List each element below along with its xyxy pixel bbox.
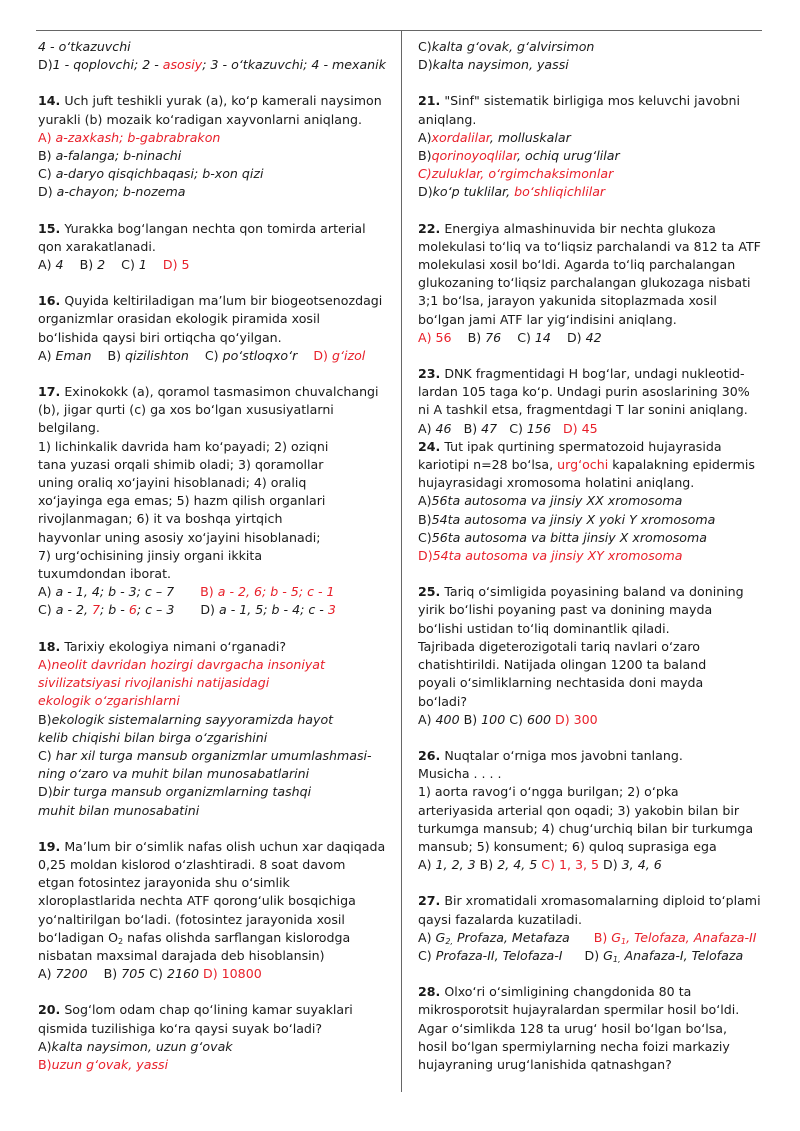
question-27: 27. Bir xromatidali xromasomalarning diploid to‘plami qaysi fazalarda kuzatiladi. A) $G_{2,}$ Profaza, Metafaza B) $G_1$, Telofaza, Anafaza-II C) Profaza-II, Telofaza-I D) $G_{1,}$ Anafaza-I, Telofaza [418, 892, 766, 965]
option-c[interactable]: C)zuluklar, o‘rgimchaksimonlar [418, 166, 614, 182]
option-d[interactable]: D) a - 1, 5; b - 4; c - 3 [200, 602, 336, 618]
question-number: 23. [418, 366, 441, 382]
option-d[interactable]: D) a-chayon; b-nozema [38, 184, 186, 200]
option-b[interactable]: B) 705 [103, 966, 146, 982]
column-divider [401, 30, 402, 1092]
question-16: 16. Quyida keltiriladigan ma’lum bir biogeotsenozdagi organizmlar orasidan ekologik piramida xosil bo‘lishida qaysi biri ortiqcha qo‘yilgan. A) Eman B) qizilishton C) po‘stloqxo‘r D) g‘izol [38, 292, 390, 365]
question-number: 15. [38, 220, 61, 236]
question-number: 21. [418, 93, 441, 109]
option-d[interactable]: D) 10800 [203, 966, 262, 982]
question-number: 14. [38, 93, 61, 109]
option-c[interactable]: C) 1, 3, 5 [541, 857, 600, 873]
question-number: 20. [38, 1002, 61, 1018]
question-17: 17. Exinokokk (a), qoramol tasmasimon chuvalchangi (b), jigar qurti (c) ga xos bo‘lgan xususiyatlarni belgilang. 1) lichinkalik davrida ham ko‘payadi; 2) oziqni tana yuzasi orqali shimib oladi; 3) qoramollar uning oraliq xo‘jayini hisoblanadi; 4) oraliq xo‘jayinga ega emas; 5) hazm qilish organlari rivojlanmagan; 6) it va boshqa yirtqich hayvonlar uning asosiy xo‘jayini hisoblanadi; 7) urg‘ochisining jinsiy organi ikkita tuxumdondan iborat. A) a - 1, 4; b - 3; c – 7 B) a - 2, 6; b - 5; c - 1 C) a - 2, 7; b - 6; c – 3 D) a - 1, 5; b - 4; c - 3 [38, 383, 390, 620]
options-row [418, 420, 766, 438]
option-c[interactable]: C) har xil turga mansub organizmlar umumlashmasi- ning o‘zaro va muhit bilan munosabatlarini [38, 747, 372, 782]
option-a[interactable]: A) 46 [418, 420, 452, 436]
option-c[interactable]: C) 2160 [149, 966, 200, 982]
option-a[interactable]: A)neolit davridan hozirgi davrgacha insoniyat sivilizatsiyasi rivojlanishi natijasidagi ekologik o‘zgarishlarni [38, 656, 325, 709]
option-d[interactable]: D)kalta naysimon, yassi [418, 57, 569, 73]
question-15: 15. Yurakka bog‘langan nechta qon tomirda arterial qon xarakatlanadi. A) 4 B) 2 C) 1 D) 5 [38, 220, 390, 275]
option-c-text: 4 - o‘tkazuvchi [38, 39, 131, 54]
option-d[interactable]: D) $G_{1,}$ Anafaza-I, Telofaza [584, 947, 744, 964]
options-row [38, 256, 390, 274]
option-d[interactable]: D)1 - qoplovchi; 2 - asosiy; 3 - o‘tkazuvchi; 4 - mexanik [38, 57, 386, 73]
option-b[interactable]: B) 76 [467, 329, 502, 345]
option-b[interactable]: B) 2, 4, 5 [479, 857, 538, 873]
option-a[interactable]: A)kalta naysimon, uzun g‘ovak [38, 1038, 233, 1054]
option-b[interactable]: B)ekologik sistemalarning sayyoramizda hayot kelib chiqishi bilan birga o‘zgarishini [38, 711, 334, 745]
option-d[interactable]: D) 42 [566, 329, 602, 345]
question-24: 24. Tut ipak qurtining spermatozoid hujayrasida kariotipi n=28 bo‘lsa, urg‘ochi kapalakning epidermis hujayrasidagi xromosoma holatini aniqlang. A)56ta autosoma va jinsiy XX xromosoma B)54ta autosoma va jinsiy X yoki Y xromosoma C)56ta autosoma va bitta jinsiy X xromosoma D)54ta autosoma va jinsiy XY xromosoma [418, 438, 766, 565]
option-b[interactable]: B)qorinoyoqlilar, ochiq urug‘lilar [418, 148, 620, 164]
options-row [38, 347, 390, 365]
option-b[interactable]: B) 47 [463, 420, 498, 436]
option-b[interactable]: B) 2 [79, 257, 106, 273]
option-c[interactable]: C) 1 [121, 257, 147, 273]
options-row [418, 856, 766, 874]
options-row [38, 583, 390, 601]
question-number: 27. [418, 893, 441, 909]
option-b[interactable]: B) a-falanga; b-ninachi [38, 148, 182, 164]
question-19: 19. Ma’lum bir o‘simlik nafas olish uchun xar daqiqada 0,25 moldan kislorod o‘zlashtiradi. 8 soat davom etgan fotosintez jarayonida shu o‘simlik xloroplastlarida nechta ATF qorong‘ulik bosqichiga yo‘naltirilgan bo‘ladi. (fotosintez jarayonida xosil bo‘ladigan $O_2$ nafas olishda sarflangan kislorodga nisbatan maxsimal darajada deb hisoblansin) A) 7200 B) 705 C) 2160 D) 10800 [38, 838, 390, 984]
top-rule [36, 30, 762, 31]
option-c[interactable]: C)kalta g‘ovak, g‘alvirsimon [418, 39, 595, 54]
option-d[interactable]: D)54ta autosoma va jinsiy XY xromosoma [418, 548, 683, 564]
option-a[interactable]: A) 4 [38, 257, 64, 273]
option-a[interactable]: A) $G_{2,}$ Profaza, Metafaza [418, 929, 570, 946]
option-a[interactable]: A)xordalilar, molluskalar [418, 129, 571, 145]
option-a[interactable]: A) 56 [418, 329, 452, 345]
option-d[interactable]: D) g‘izol [313, 347, 366, 363]
options-row [418, 711, 766, 729]
option-c[interactable]: C) Profaza-II, Telofaza-I [418, 947, 563, 963]
question-14: 14. Uch juft teshikli yurak (a), ko‘p kamerali naysimon yurakli (b) mozaik ko‘radigan xayvonlarni aniqlang. A) a-zaxkash; b-gabrabrakon B) a-falanga; b-ninachi C) a-daryo qisqichbaqasi; b-xon qizi D) a-chayon; b-nozema [38, 92, 390, 201]
question-13-continuation [38, 38, 390, 74]
question-number: 17. [38, 384, 61, 400]
question-26: 26. Nuqtalar o‘rniga mos javobni tanlang. Musicha . . . . 1) aorta ravog‘i o‘ngga burilgan; 2) o‘pka arteriyasida arterial qon oqadi; 3) yakobin bilan bir turkumga mansub; 4) chug‘urchiq bilan bir turkumga mansub; 5) konsument; 6) quloq suprasiga ega A) 1, 2, 3 B) 2, 4, 5 C) 1, 3, 5 D) 3, 4, 6 [418, 747, 766, 874]
option-c[interactable]: C) a - 2, 7; b - 6; c – 3 [38, 602, 175, 618]
option-c[interactable]: C)56ta autosoma va bitta jinsiy X xromosoma [418, 529, 707, 545]
option-b[interactable]: B) qizilishton [107, 347, 189, 363]
options-row [418, 329, 766, 347]
option-c[interactable]: C) 156 [509, 420, 551, 436]
question-number: 24. [418, 438, 441, 454]
option-a[interactable]: A) 1, 2, 3 [418, 857, 476, 873]
option-d[interactable]: D)ko‘p tuklilar, bo‘shliqichlilar [418, 184, 606, 200]
option-d[interactable]: D) 3, 4, 6 [603, 857, 662, 873]
question-number: 26. [418, 747, 441, 763]
option-a[interactable]: A) a - 1, 4; b - 3; c – 7 [38, 584, 175, 600]
question-18: 18. Tarixiy ekologiya nimani o‘rganadi? A)neolit davridan hozirgi davrgacha insoniyat sivilizatsiyasi rivojlanishi natijasidagi ekologik o‘zgarishlarni B)ekologik sistemalarning sayyoramizda hayot kelib chiqishi bilan birga o‘zgarishini C) har xil turga mansub organizmlar umumlashmasi- ning o‘zaro va muhit bilan munosabatlarini D)bir turga mansub organizmlarning tashqi muhit bilan munosabatini [38, 638, 390, 820]
options-row [418, 947, 766, 965]
left-column [38, 38, 390, 1074]
question-23: 23. DNK fragmentidagi H bog‘lar, undagi nukleotid- lardan 105 taga ko‘p. Undagi purin asoslarining 30% ni A tashkil etsa, fragmentdagi T lar sonini aniqlang. A) 46 B) 47 C) 156 D) 45 [418, 365, 766, 438]
option-c[interactable]: C) a-daryo qisqichbaqasi; b-xon qizi [38, 166, 264, 182]
question-number: 28. [418, 984, 441, 1000]
question-number: 22. [418, 220, 441, 236]
option-b[interactable]: B) a - 2, 6; b - 5; c - 1 [200, 584, 335, 600]
option-b[interactable]: B) $G_1$, Telofaza, Anafaza-II [593, 929, 757, 946]
option-c[interactable]: C) 14 [517, 329, 551, 345]
question-number: 25. [418, 584, 441, 600]
question-number: 18. [38, 638, 61, 654]
question-number: 16. [38, 293, 61, 309]
option-a[interactable]: A) 7200 [38, 966, 88, 982]
question-25: 25. Tariq o‘simligida poyasining baland va donining yirik bo‘lishi poyaning past va donining mayda bo‘lishi ustidan to‘liq dominantlik qiladi. Tajribada digeterozigotali tariq navlari o‘zaro chatishtirildi. Natijada olingan 1200 ta baland poyali o‘simliklarning nechtasida doni mayda bo‘ladi? A) 400 B) 100 C) 600 D) 300 [418, 583, 766, 729]
option-b[interactable]: B)uzun g‘ovak, yassi [38, 1056, 169, 1072]
option-b[interactable]: B) 100 [463, 711, 506, 727]
option-d[interactable]: D)bir turga mansub organizmlarning tashqi muhit bilan munosabatini [38, 784, 312, 818]
option-c[interactable]: C) 600 [509, 711, 551, 727]
option-d[interactable]: D) 45 [562, 420, 598, 436]
option-b[interactable]: B)54ta autosoma va jinsiy X yoki Y xromosoma [418, 511, 716, 527]
option-a[interactable]: A) Eman [38, 347, 92, 363]
question-20-continuation [418, 38, 766, 74]
options-row [38, 601, 390, 619]
option-d[interactable]: D) 300 [555, 711, 598, 727]
options-row [38, 965, 390, 983]
right-column [418, 38, 766, 1074]
options-row [418, 929, 766, 947]
question-28: 28. Olxo‘ri o‘simligining changdonida 80 ta mikrosporotsit hujayralardan spermilar hosil bo‘ldi. Agar o‘simlikda 128 ta urug‘ hosil bo‘lgan bo‘lsa, hosil bo‘lgan spermiylarning necha foizi markaziy hujayraning urug‘lanishida qatnashgan? [418, 984, 740, 1072]
question-21: 21. "Sinf" sistematik birligiga mos keluvchi javobni aniqlang. A)xordalilar, molluskalar B)qorinoyoqlilar, ochiq urug‘lilar C)zuluklar, o‘rgimchaksimonlar D)ko‘p tuklilar, bo‘shliqichlilar [418, 92, 766, 201]
option-a[interactable]: A) 400 [418, 711, 460, 727]
option-c[interactable]: C) po‘stloqxo‘r [204, 347, 298, 363]
question-number: 19. [38, 838, 61, 854]
question-20: 20. Sog‘lom odam chap qo‘lining kamar suyaklari qismida tuzilishiga ko‘ra qaysi suyak bo‘ladi? A)kalta naysimon, uzun g‘ovak B)uzun g‘ovak, yassi [38, 1001, 390, 1074]
question-22: 22. Energiya almashinuvida bir nechta glukoza molekulasi to‘liq va to‘liqsiz parchalandi va 812 ta ATF molekulasi xosil bo‘ldi. Agarda to‘liq parchalangan glukozaning to‘liqsiz parchalangan glukozaga nisbati 3;1 bo‘lsa, jarayon yakunida sitoplazmada xosil bo‘lgan jami ATF lar yig‘indisini aniqlang. A) 56 B) 76 C) 14 D) 42 [418, 220, 766, 347]
option-a[interactable]: A)56ta autosoma va jinsiy XX xromosoma [418, 493, 683, 509]
option-d[interactable]: D) 5 [162, 257, 190, 273]
option-a[interactable]: A) a-zaxkash; b-gabrabrakon [38, 129, 221, 145]
highlighted-answer: asosiy [162, 57, 203, 73]
